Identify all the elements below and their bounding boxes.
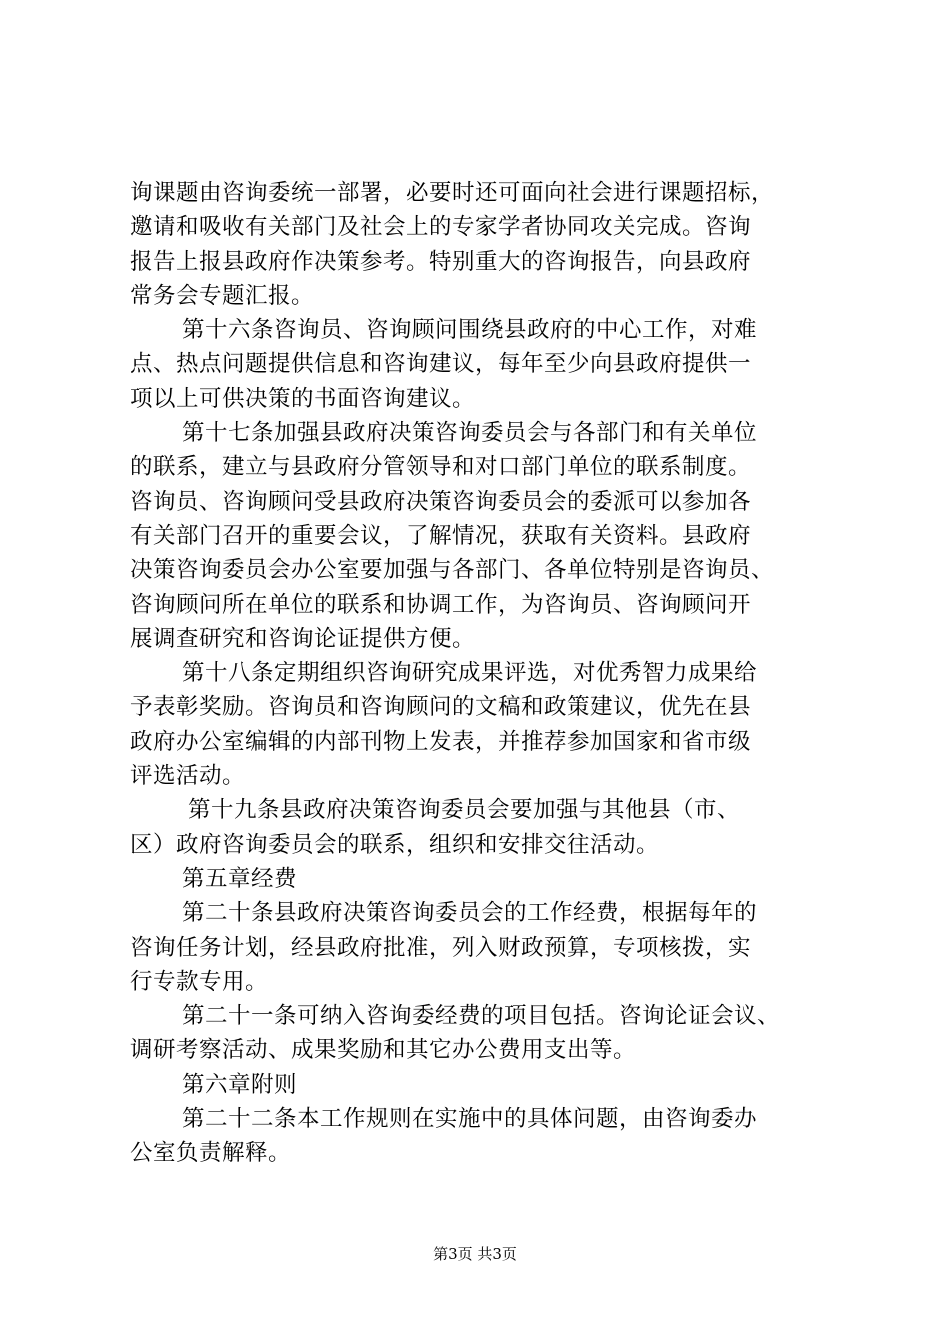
body-line: 展调查研究和咨询论证提供方便。 [130, 625, 476, 652]
body-line: 区）政府咨询委员会的联系，组织和安排交往活动。 [130, 831, 660, 858]
body-line: 咨询员、咨询顾问受县政府决策咨询委员会的委派可以参加各 [130, 488, 752, 515]
body-line: 项以上可供决策的书面咨询建议。 [130, 385, 476, 412]
body-line: 公室负责解释。 [130, 1140, 292, 1167]
body-line: 点、热点问题提供信息和咨询建议，每年至少向县政府提供一 [130, 351, 752, 378]
body-line: 决策咨询委员会办公室要加强与各部门、各单位特别是咨询员、 [130, 557, 775, 584]
body-line: 有关部门召开的重要会议，了解情况，获取有关资料。县政府 [130, 522, 752, 549]
chapter-6-heading: 第六章附则 [182, 1071, 298, 1098]
body-line: 予表彰奖励。咨询员和咨询顾问的文稿和政策建议，优先在县 [130, 694, 752, 721]
article-17-heading-line: 第十七条加强县政府决策咨询委员会与各部门和有关单位 [182, 420, 758, 447]
document-body [130, 176, 830, 1171]
article-16-heading-line: 第十六条咨询员、咨询顾问围绕县政府的中心工作，对难 [182, 317, 758, 344]
body-line: 报告上报县政府作决策参考。特别重大的咨询报告，向县政府 [130, 248, 752, 275]
body-line: 常务会专题汇报。 [130, 282, 315, 309]
body-line: 评选活动。 [130, 763, 246, 790]
article-19-heading-line: 第十九条县政府决策咨询委员会要加强与其他县（市、 [188, 797, 741, 824]
article-22-heading-line: 第二十二条本工作规则在实施中的具体问题，由咨询委办 [182, 1106, 758, 1133]
body-line: 咨询任务计划，经县政府批准，列入财政预算，专项核拨，实 [130, 934, 752, 961]
body-line: 政府办公室编辑的内部刊物上发表，并推荐参加国家和省市级 [130, 728, 752, 755]
article-20-heading-line: 第二十条县政府决策咨询委员会的工作经费，根据每年的 [182, 900, 758, 927]
body-line: 行专款专用。 [130, 968, 269, 995]
body-line: 邀请和吸收有关部门及社会上的专家学者协同攻关完成。咨询 [130, 214, 752, 241]
article-18-heading-line: 第十八条定期组织咨询研究成果评选，对优秀智力成果给 [182, 660, 758, 687]
chapter-5-heading: 第五章经费 [182, 865, 298, 892]
body-line: 咨询顾问所在单位的联系和协调工作，为咨询员、咨询顾问开 [130, 591, 752, 618]
article-21-heading-line: 第二十一条可纳入咨询委经费的项目包括。咨询论证会议、 [182, 1003, 781, 1030]
body-line: 询课题由咨询委统一部署，必要时还可面向社会进行课题招标， [130, 180, 775, 206]
body-line: 的联系，建立与县政府分管领导和对口部门单位的联系制度。 [130, 454, 752, 481]
page-number-footer: 第3页 共3页 [433, 1245, 517, 1263]
body-line: 调研考察活动、成果奖励和其它办公费用支出等。 [130, 1037, 637, 1064]
